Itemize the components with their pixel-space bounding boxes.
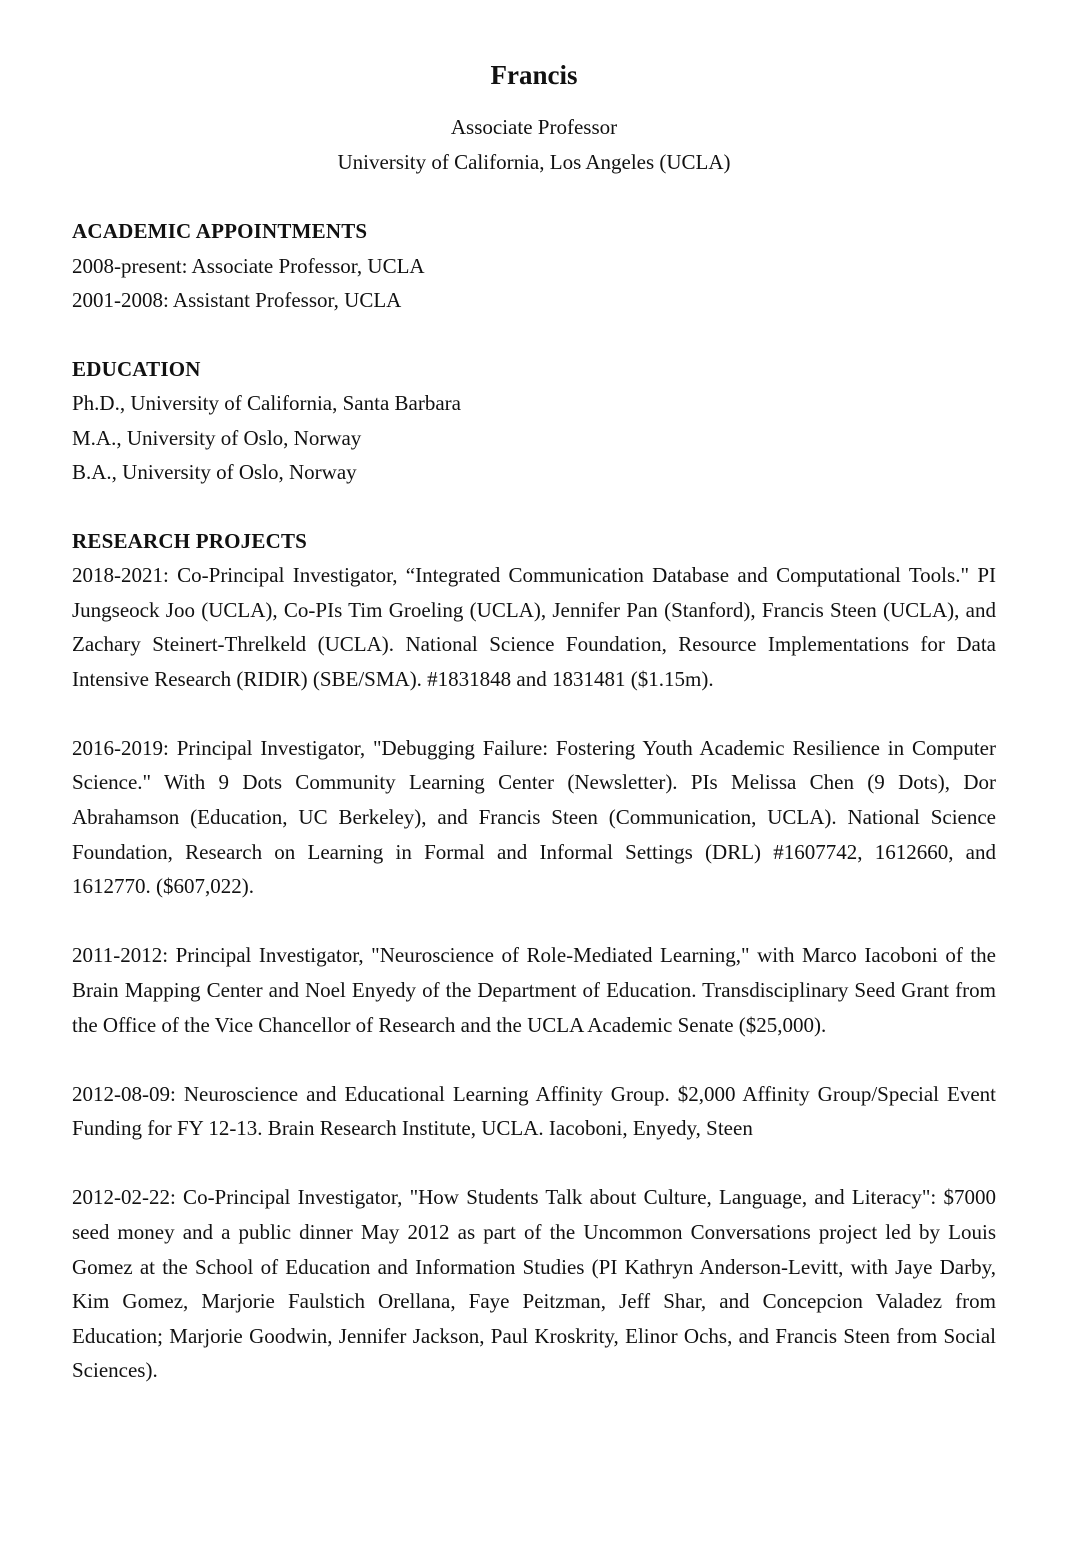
paragraph-spacer bbox=[72, 1042, 996, 1077]
cv-page bbox=[72, 0, 996, 1388]
page-title: Francis bbox=[490, 60, 578, 90]
appointment-item: 2008-present: Associate Professor, UCLA bbox=[72, 253, 425, 278]
research-project: 2016-2019: Principal Investigator, "Debugging Failure: Fostering Youth Academic Resilience in Computer Science." With 9 Dots Community Learning Center (Newsletter). PIs Melissa Chen (9 Dots), Dor Abrahamson (Education, UC Berkeley), and Francis Steen (Communication, UCLA). National Science Foundation, Research on Learning in Formal and Informal Settings (DRL) #1607742, 1612660, and 1612770. ($607,022). bbox=[72, 735, 996, 899]
appointments-section bbox=[72, 214, 996, 318]
section-heading-education: EDUCATION bbox=[72, 356, 201, 381]
section-spacer bbox=[72, 490, 996, 524]
research-project: 2011-2012: Principal Investigator, "Neuroscience of Role-Mediated Learning," with Marco Iacoboni of the Brain Mapping Center and Noel Enyedy of the Department of Education. Transdisciplinary Seed Grant from the Office of the Vice Chancellor of Research and the UCLA Academic Senate ($25,000). bbox=[72, 943, 996, 1037]
education-item: M.A., University of Oslo, Norway bbox=[72, 425, 362, 450]
research-section bbox=[72, 524, 996, 1388]
section-heading-appointments: ACADEMIC APPOINTMENTS bbox=[72, 219, 368, 243]
paragraph-spacer bbox=[72, 1146, 996, 1181]
section-heading-research: RESEARCH PROJECTS bbox=[72, 528, 308, 553]
research-project: 2012-02-22: Co-Principal Investigator, "How Students Talk about Culture, Language, and Literacy": $7000 seed money and a public dinner May 2012 as part of the Uncommon Conversations project led by Louis Gomez at the School of Education and Information Studies (PI Kathryn Anderson-Levitt, with Jaye Darby, Kim Gomez, Marjorie Faulstich Orellana, Faye Peitzman, Jeff Shar, and Concepcion Valadez from Education; Marjorie Goodwin, Jennifer Jackson, Paul Kroskrity, Elinor Ochs, and Francis Steen from Social Sciences). bbox=[72, 1185, 996, 1383]
paragraph-spacer bbox=[72, 904, 996, 939]
education-section bbox=[72, 352, 996, 490]
section-spacer bbox=[72, 318, 996, 352]
research-project: 2018-2021: Co-Principal Investigator, “Integrated Communication Database and Computational Tools." PI Jungseock Joo (UCLA), Co-PIs Tim Groeling (UCLA), Jennifer Pan (Stanford), Francis Steen (UCLA), and Zachary Steinert-Threlkeld (UCLA). National Science Foundation, Resource Implementations for Data Intensive Research (RIDIR) (SBE/SMA). #1831848 and 1831481 ($1.15m). bbox=[72, 563, 996, 691]
appointment-item: 2001-2008: Assistant Professor, UCLA bbox=[72, 288, 402, 312]
job-title: Associate Professor bbox=[450, 115, 618, 139]
paragraph-spacer bbox=[72, 696, 996, 731]
education-item: B.A., University of Oslo, Norway bbox=[72, 460, 357, 484]
institution: University of California, Los Angeles (UCLA) bbox=[337, 150, 731, 174]
section-spacer bbox=[72, 180, 996, 214]
education-item: Ph.D., University of California, Santa Barbara bbox=[72, 391, 461, 415]
research-project: 2012-08-09: Neuroscience and Educational Learning Affinity Group. $2,000 Affinity Group/Special Event Funding for FY 12-13. Brain Research Institute, UCLA. Iacoboni, Enyedy, Steen bbox=[72, 1081, 996, 1141]
